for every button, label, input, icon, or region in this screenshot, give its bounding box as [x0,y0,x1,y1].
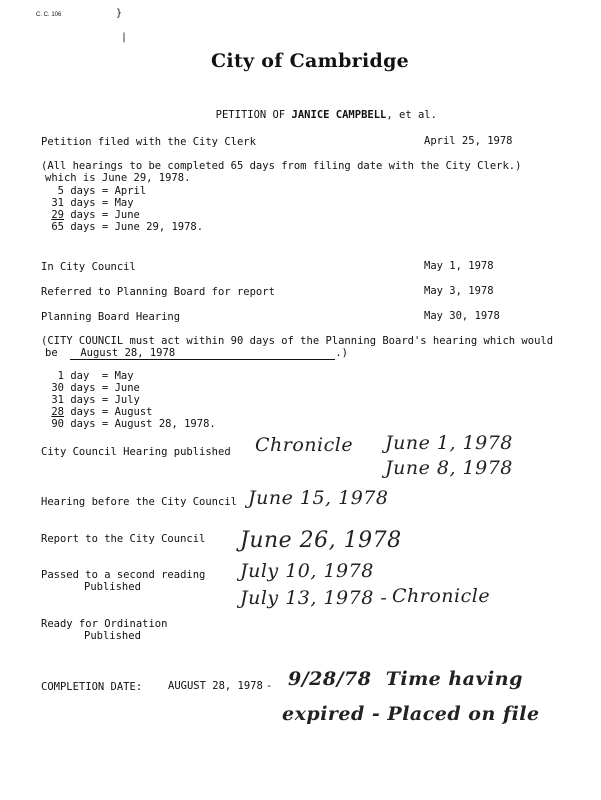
count-days: 1 [57,370,64,382]
count-days: 31 [51,197,64,209]
in-council-label: In City Council [41,261,136,273]
pb-hearing-date: May 30, 1978 [424,310,500,322]
pb-hearing-label: Planning Board Hearing [41,311,181,323]
handwritten-published2-paper: Chronicle [392,585,491,607]
count-days: 5 [57,185,64,197]
handwritten-completion-line2: expired - Placed on file [282,703,540,725]
completion-dash: - [266,680,273,692]
document-title: City of Cambridge [211,50,410,72]
filing-count-row [50,209,140,221]
filing-note-line1: (All hearings to be completed 65 days from filing date with the City Clerk.) [41,160,522,172]
ordination-published: Published [84,630,141,642]
count-unit: days = June [70,382,140,394]
handwritten-second-reading-date: July 10, 1978 [240,560,374,582]
council-count-row [50,370,134,382]
filing-label: Petition filed with the City Clerk [41,136,256,148]
petitioner-name: JANICE CAMPBELL [291,109,387,121]
council-note-line2 [45,347,348,360]
count-unit: days = June 29, 1978. [70,221,204,233]
filing-count-row [50,221,203,233]
completion-label: COMPLETION DATE: [41,681,143,693]
form-code: C. C. 106 [36,12,62,18]
note-prefix: be [45,347,58,359]
margin-mark: | [121,32,128,43]
deadline-blank [70,347,335,360]
second-reading-label: Passed to a second reading [41,569,206,581]
count-unit: days = August 28, 1978. [70,418,216,430]
count-days: 90 [51,418,64,430]
filing-date: April 25, 1978 [424,135,513,147]
count-unit: days = August [70,406,153,418]
hearing-published-label: City Council Hearing published [41,446,231,458]
handwritten-completion-line1: 9/28/78 Time having [288,668,523,690]
margin-mark: } [116,8,123,19]
council-count-row [50,406,153,418]
council-count-row [50,418,216,430]
ordination-label: Ready for Ordination [41,618,168,630]
handwritten-report-date: June 26, 1978 [240,528,402,553]
council-count-row [50,394,140,406]
handwritten-before-council-date: June 15, 1978 [248,487,389,509]
count-unit: day = May [70,370,134,382]
count-days: 28 [51,406,64,418]
council-note-line1: (CITY COUNCIL must act within 90 days of the Planning Board's hearing which would [41,335,554,347]
count-unit: days = June [70,209,140,221]
note-suffix: .) [335,347,348,359]
in-council-date: May 1, 1978 [424,260,494,272]
report-label: Report to the City Council [41,533,206,545]
deadline-date: August 28, 1978 [80,347,176,359]
referred-date: May 3, 1978 [424,285,494,297]
count-unit: days = May [70,197,134,209]
count-days: 31 [51,394,64,406]
filing-count-row [50,185,146,197]
completion-date: AUGUST 28, 1978 [168,680,263,692]
count-days: 65 [51,221,64,233]
petition-suffix: , et al. [386,109,437,121]
count-unit: days = July [70,394,140,406]
referred-label: Referred to Planning Board for report [41,286,275,298]
petition-heading [203,97,437,121]
handwritten-published-date1: June 1, 1978 [385,432,513,454]
filing-note-line2: which is June 29, 1978. [45,172,191,184]
filing-count-row [50,197,134,209]
before-council-label: Hearing before the City Council [41,496,237,508]
council-count-row [50,382,140,394]
petition-prefix: PETITION OF [215,109,286,121]
count-days: 29 [51,209,64,221]
handwritten-published-paper: Chronicle [255,434,354,456]
second-reading-published: Published [84,581,141,593]
handwritten-published-date2: June 8, 1978 [385,457,513,479]
count-days: 30 [51,382,64,394]
handwritten-published2-date: July 13, 1978 - [240,587,388,609]
count-unit: days = April [70,185,147,197]
